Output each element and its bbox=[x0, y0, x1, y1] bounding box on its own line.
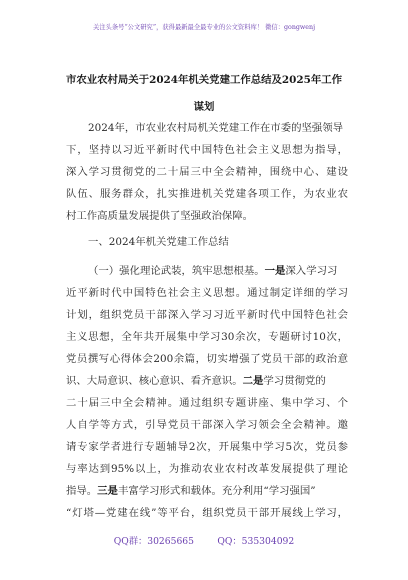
document-title bbox=[52, 67, 356, 121]
bold-marker: 一是 bbox=[264, 265, 286, 277]
para-line bbox=[66, 260, 348, 282]
intro-line: 2024年，市农业农村局机关党建工作在市委的坚强领导 bbox=[88, 122, 344, 134]
para-line: 党员撰写心得体会200余篇，切实增强了党员干部的政治意 bbox=[66, 353, 348, 365]
qq-group-number: 30265665 bbox=[147, 536, 194, 547]
intro-line: 下，坚持以习近平新时代中国特色社会主义思想为指导， bbox=[66, 144, 348, 156]
para-line: 近平新时代中国特色社会主义思想。通过制定详细的学习 bbox=[66, 287, 348, 299]
intro-line: 深入学习贯彻党的二十届三中全会精神，围绕中心、建设 bbox=[66, 166, 348, 178]
para-text: 学习贯彻党的 bbox=[263, 375, 326, 387]
paragraph-1 bbox=[66, 260, 348, 524]
para-line: 计划，组织党员干部深入学习习近平新时代中国特色社会 bbox=[66, 309, 348, 321]
intro-line: 村工作高质量发展提供了坚强政治保障。 bbox=[66, 210, 254, 222]
bold-marker: 二是 bbox=[242, 375, 264, 387]
para-line: 人自学等方式，引导党员干部深入学习领会全会精神。邀 bbox=[66, 419, 348, 431]
footer-contact bbox=[0, 533, 408, 547]
section-heading-1 bbox=[66, 231, 348, 253]
qq-label: QQ： bbox=[217, 536, 242, 547]
para-line bbox=[66, 480, 348, 502]
intro-line: 队伍、服务群众，扎实推进机关党建各项工作，为农业农 bbox=[66, 188, 348, 200]
para-line: 二十届三中全会精神。通过组织专题讲座、集中学习、个 bbox=[66, 397, 348, 409]
para-text: 指导。 bbox=[66, 485, 98, 497]
title-line-2: 谋划 bbox=[193, 101, 215, 113]
para-line: 主义思想，全年共开展集中学习30余次，专题研讨10次， bbox=[66, 331, 348, 343]
qq-number: 535304092 bbox=[241, 536, 295, 547]
para-text: 识、大局意识、核心意识、看齐意识。 bbox=[66, 375, 243, 387]
bold-marker: 三是 bbox=[97, 485, 118, 497]
qq-group-label: QQ群： bbox=[113, 536, 148, 547]
para-line bbox=[66, 370, 348, 392]
intro-paragraph bbox=[66, 117, 348, 227]
header-banner: 关注头条号“公文研究”，获得最新最全最专业的公文资料库！ 微信：gongwenj bbox=[92, 24, 316, 31]
para-line: “灯塔—党建在线”等平台，组织党员干部开展线上学习， bbox=[66, 507, 348, 519]
para-text: 丰富学习形式和载体。充分利用“学习强国” bbox=[117, 485, 316, 497]
section-heading-text: 一、2024年机关党建工作总结 bbox=[88, 236, 229, 248]
para-line: 与率达到95%以上，为推动农业农村改革发展提供了理论 bbox=[66, 463, 348, 475]
title-line-1: 市农业农村局关于2024年机关党建工作总结及2025年工作 bbox=[65, 74, 343, 86]
para-text: 深入学习习 bbox=[285, 265, 338, 277]
subheading-text: （一）强化理论武装，筑牢思想根基。 bbox=[88, 265, 265, 277]
para-line: 请专家学者进行专题辅导2次，开展集中学习5次，党员参 bbox=[66, 441, 348, 453]
